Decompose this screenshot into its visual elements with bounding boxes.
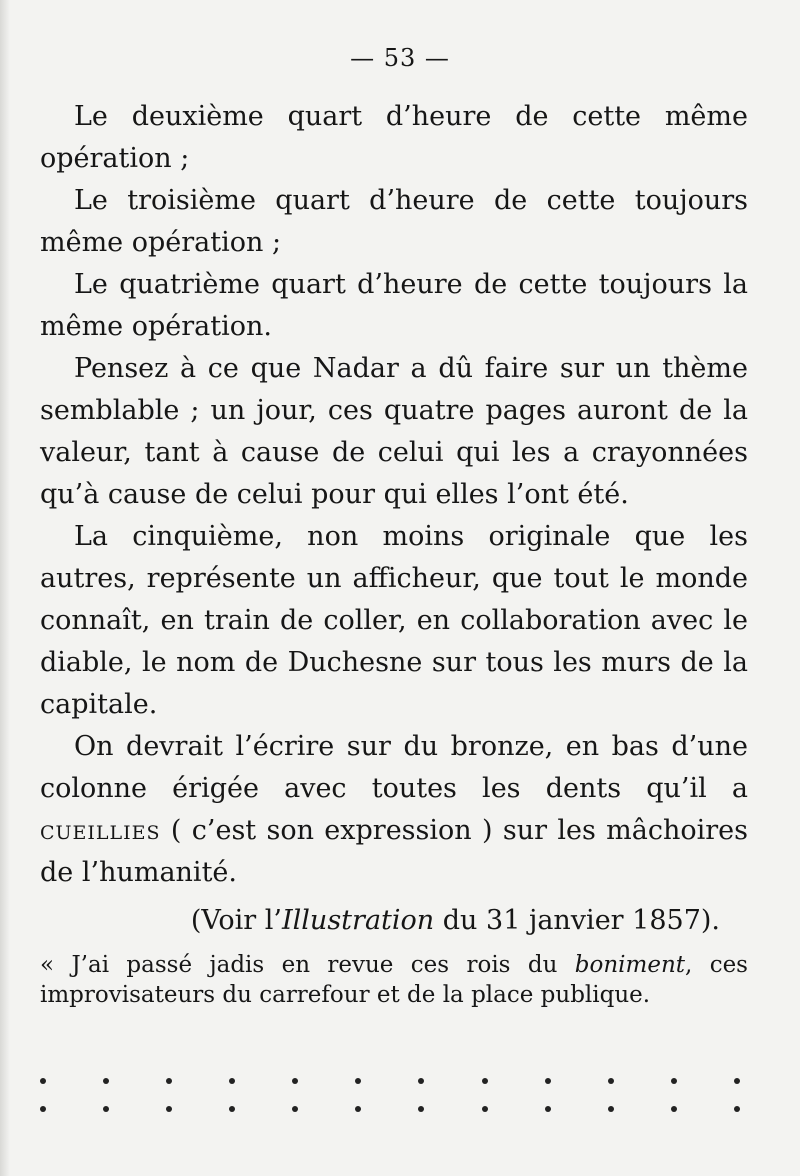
dot [355,1106,361,1112]
quote-end: , ces improvisateurs du carrefour et de la place publique. [40,952,748,1008]
quote-paragraph [40,950,748,1010]
dot [734,1078,740,1084]
dot [292,1078,298,1084]
paragraph-6-start: On devrait l’écrire sur du bronze, en bas d’une colonne érigée avec toutes les dents qu’il a [40,731,748,804]
ellipsis-dots-row-2 [40,1106,740,1112]
dot [292,1106,298,1112]
dot [608,1106,614,1112]
dot [734,1106,740,1112]
dot [40,1106,46,1112]
paragraph-5: La cinquième, non moins originale que les autres, représente un afficheur, que tout le monde connaît, en train de coller, en collaboration avec le diable, le nom de Duchesne sur tous les murs de la capitale. [40,521,748,720]
dot [671,1078,677,1084]
paragraph-4: Pensez à ce que Nadar a dû faire sur un thème semblable ; un jour, ces quatre pages auront de la valeur, tant à cause de celui qui les a crayonnées qu’à cause de celui pour qui elles l’ont été. [40,353,748,510]
dot [608,1078,614,1084]
ellipsis-dots-row-1 [40,1078,740,1084]
dot [166,1078,172,1084]
page-number: — 53 — [350,44,450,72]
page-edge [0,0,10,1176]
dot [103,1106,109,1112]
dot [103,1078,109,1084]
dot [355,1078,361,1084]
dot [166,1106,172,1112]
paragraph-6-end: ( c’est son expression ) sur les mâchoires de l’humanité. [40,815,748,888]
dot [545,1078,551,1084]
paragraph-6 [40,726,748,894]
dot [671,1106,677,1112]
reference-open: (Voir l’ [190,905,282,936]
paragraph-2: Le troisième quart d’heure de cette toujours même opération ; [40,185,748,258]
quote-start: « J’ai passé jadis en revue ces rois du [40,952,575,978]
dot [40,1078,46,1084]
reference-title: Illustration [282,905,435,936]
dot [229,1106,235,1112]
body-text [40,96,748,1010]
dot [482,1106,488,1112]
dot [482,1078,488,1084]
dot [229,1078,235,1084]
paragraph-1: Le deuxième quart d’heure de cette même opération ; [40,101,748,174]
paragraph-3: Le quatrième quart d’heure de cette toujours la même opération. [40,269,748,342]
quote-italic: boniment [574,952,685,978]
dot [545,1106,551,1112]
dot [418,1078,424,1084]
paragraph-6-small-caps: cueillies [40,815,161,846]
reference-close: du 31 janvier 1857). [434,905,720,936]
dot [418,1106,424,1112]
reference-line [40,900,748,942]
